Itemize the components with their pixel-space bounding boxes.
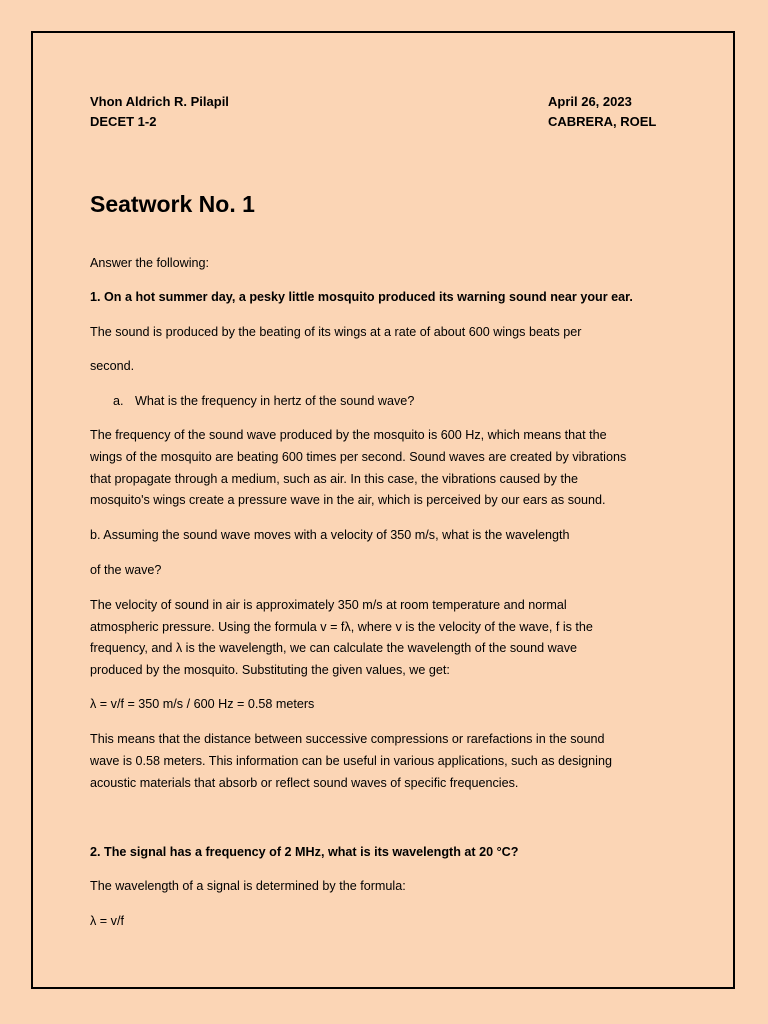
- student-section: DECET 1-2: [90, 114, 157, 129]
- answer-line: mosquito's wings create a pressure wave in the air, which is perceived by our ears as sound.: [90, 493, 606, 507]
- instructions: Answer the following:: [90, 256, 210, 270]
- question-1: 1. On a hot summer day, a pesky little mosquito produced its warning sound near your ear.: [90, 290, 633, 304]
- formula-2: λ = v/f: [90, 914, 124, 928]
- question-1-context-line: second.: [90, 359, 135, 373]
- answer-line: wings of the mosquito are beating 600 times per second. Sound waves are created by vibrations: [90, 450, 627, 464]
- question-1-context-line: The sound is produced by the beating of its wings at a rate of about 600 wings beats per: [90, 325, 582, 339]
- submission-info: [548, 92, 656, 132]
- question-1b-line: b. Assuming the sound wave moves with a velocity of 350 m/s, what is the wavelength: [90, 528, 570, 542]
- question-1a-text: What is the frequency in hertz of the sound wave?: [135, 394, 415, 408]
- conclusion-line: wave is 0.58 meters. This information can be useful in various applications, such as designing: [90, 754, 612, 768]
- student-info: [90, 92, 229, 132]
- formula-1b: λ = v/f = 350 m/s / 600 Hz = 0.58 meters: [90, 697, 315, 711]
- question-2: 2. The signal has a frequency of 2 MHz, what is its wavelength at 20 °C?: [90, 845, 519, 859]
- answer-line: that propagate through a medium, such as air. In this case, the vibrations caused by the: [90, 472, 578, 486]
- conclusion-line: acoustic materials that absorb or reflect sound waves of specific frequencies.: [90, 776, 519, 790]
- page-title: Seatwork No. 1: [90, 191, 255, 217]
- answer-line: frequency, and λ is the wavelength, we can calculate the wavelength of the sound wave: [90, 641, 578, 655]
- student-name: Vhon Aldrich R. Pilapil: [90, 94, 229, 109]
- conclusion-line: This means that the distance between successive compressions or rarefactions in the sound: [90, 732, 605, 746]
- list-marker: a.: [113, 394, 124, 408]
- question-1a: [113, 391, 713, 413]
- question-1b-line: of the wave?: [90, 563, 162, 577]
- answer-line: atmospheric pressure. Using the formula v = fλ, where v is the velocity of the wave, f is the: [90, 620, 593, 634]
- submission-date: April 26, 2023: [548, 94, 632, 109]
- answer-2-intro: The wavelength of a signal is determined by the formula:: [90, 879, 406, 893]
- answer-line: The velocity of sound in air is approximately 350 m/s at room temperature and normal: [90, 598, 567, 612]
- answer-line: produced by the mosquito. Substituting the given values, we get:: [90, 663, 450, 677]
- answer-line: The frequency of the sound wave produced by the mosquito is 600 Hz, which means that the: [90, 428, 607, 442]
- instructor-name: CABRERA, ROEL: [548, 114, 657, 129]
